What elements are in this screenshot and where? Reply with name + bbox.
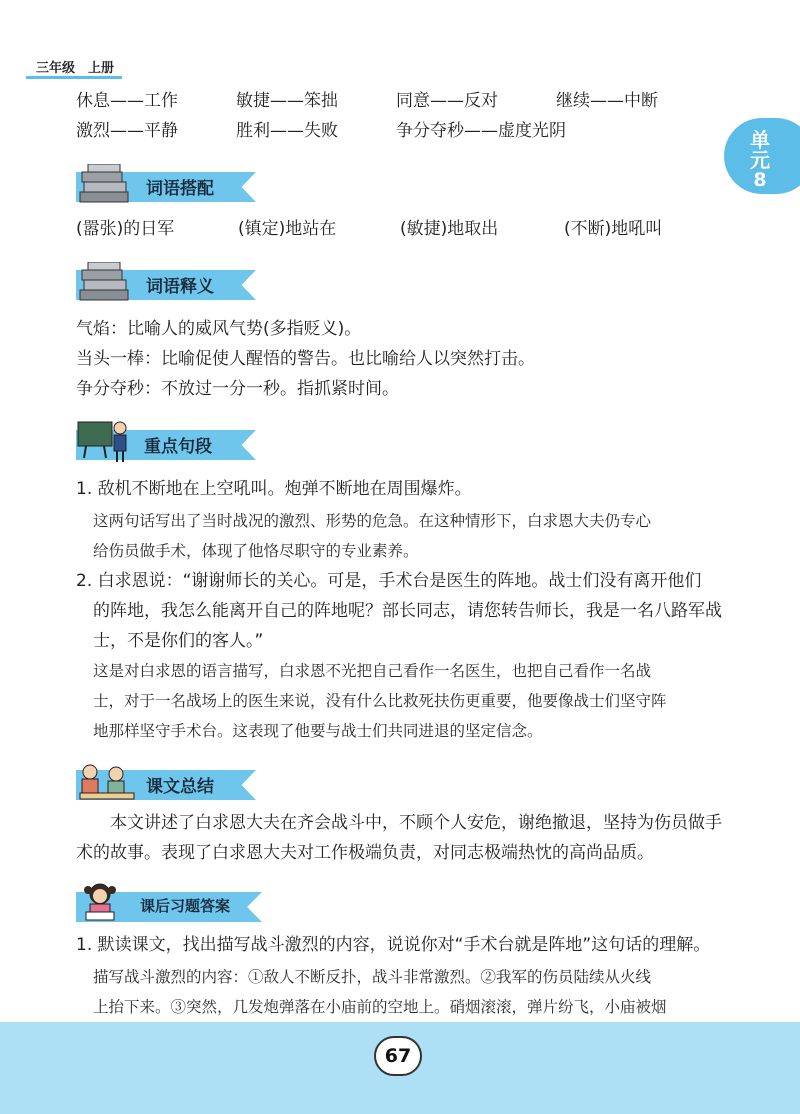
definition-item: 争分夺秒：不放过一分一秒。指抓紧时间。 bbox=[76, 379, 399, 399]
books-icon bbox=[76, 262, 136, 304]
antonym-item: 敏捷——笨拙 bbox=[236, 91, 338, 111]
antonym-item: 休息——工作 bbox=[76, 91, 178, 111]
section-collocation bbox=[76, 166, 256, 200]
summary-text: 术的故事。表现了白求恩大夫对工作极端负责，对同志极端热忱的高尚品质。 bbox=[76, 843, 654, 863]
key-sentence-2-note: 地那样坚守手术台。这表现了他要与战士们共同进退的坚定信念。 bbox=[93, 722, 543, 740]
key-sentence-1-note: 给伤员做手术，体现了他恪尽职守的专业素养。 bbox=[93, 542, 419, 560]
unit-number: 8 bbox=[753, 169, 767, 191]
section-summary bbox=[76, 764, 256, 798]
unit-tab-char2: 元 bbox=[750, 148, 770, 172]
girl-reading-icon bbox=[76, 880, 136, 926]
grade-label: 三年级 上册 bbox=[36, 61, 115, 76]
antonym-item: 胜利——失败 bbox=[236, 121, 338, 141]
question-text: 1. 默读课文，找出描写战斗激烈的内容，说说你对“手术台就是阵地”这句话的理解。 bbox=[76, 935, 711, 955]
summary-text: 本文讲述了白求恩大夫在齐会战斗中，不顾个人安危，谢绝撤退，坚持为伤员做手 bbox=[110, 813, 722, 833]
answer-text: 上抬下来。③突然，几发炮弹落在小庙前的空地上。硝烟滚滚，弹片纷飞，小庙被烟 bbox=[93, 998, 667, 1016]
antonym-item: 同意——反对 bbox=[396, 91, 498, 111]
section-title: 重点句段 bbox=[144, 437, 212, 457]
key-sentence-2-note: 士，对于一名战场上的医生来说，没有什么比救死扶伤更重要，他要像战士们坚守阵 bbox=[93, 692, 667, 710]
header-rule bbox=[26, 76, 122, 79]
section-key-sentences bbox=[76, 424, 256, 458]
section-explanation bbox=[76, 264, 256, 298]
section-title: 课后习题答案 bbox=[140, 897, 231, 915]
antonym-item: 争分夺秒——虚度光阴 bbox=[396, 121, 566, 141]
section-title: 词语搭配 bbox=[146, 179, 214, 199]
answer-text: 描写战斗激烈的内容：①敌人不断反扑，战斗非常激烈。②我军的伤员陆续从火线 bbox=[93, 968, 652, 986]
collocation-item: (嚣张)的日军 bbox=[76, 219, 175, 239]
section-answers bbox=[76, 886, 262, 920]
key-sentence-2-note: 这是对白求恩的语言描写，白求恩不光把自己看作一名医生，也把自己看作一名战 bbox=[93, 662, 652, 680]
page-number: 67 bbox=[374, 1036, 422, 1076]
key-sentence-1-note: 这两句话写出了当时战况的激烈、形势的危急。在这种情形下，白求恩大夫仍专心 bbox=[93, 512, 652, 530]
key-sentence-2: 2. 白求恩说：“谢谢师长的关心。可是，手术台是医生的阵地。战士们没有离开他们 bbox=[76, 571, 702, 591]
collocation-item: (不断)地吼叫 bbox=[564, 219, 663, 239]
definition-item: 当头一棒：比喻促使人醒悟的警告。也比喻给人以突然打击。 bbox=[76, 349, 535, 369]
key-sentence-1: 1. 敌机不断地在上空吼叫。炮弹不断地在周围爆炸。 bbox=[76, 479, 472, 499]
unit-tab-char1: 单 bbox=[750, 128, 770, 152]
unit-tab bbox=[724, 118, 800, 194]
books-icon bbox=[76, 164, 136, 206]
antonym-item: 激烈——平静 bbox=[76, 121, 178, 141]
teacher-board-icon bbox=[76, 418, 134, 464]
collocation-item: (敏捷)地取出 bbox=[400, 219, 499, 239]
section-title: 词语释义 bbox=[146, 277, 214, 297]
antonym-item: 继续——中断 bbox=[556, 91, 658, 111]
key-sentence-2: 士，不是你们的客人。” bbox=[93, 631, 264, 651]
key-sentence-2: 的阵地，我怎么能离开自己的阵地呢？部长同志，请您转告师长，我是一名八路军战 bbox=[93, 601, 722, 621]
definition-item: 气焰：比喻人的威风气势(多指贬义)。 bbox=[76, 319, 362, 339]
section-title: 课文总结 bbox=[146, 777, 214, 797]
collocation-item: (镇定)地站在 bbox=[238, 219, 337, 239]
reading-children-icon bbox=[76, 760, 138, 804]
